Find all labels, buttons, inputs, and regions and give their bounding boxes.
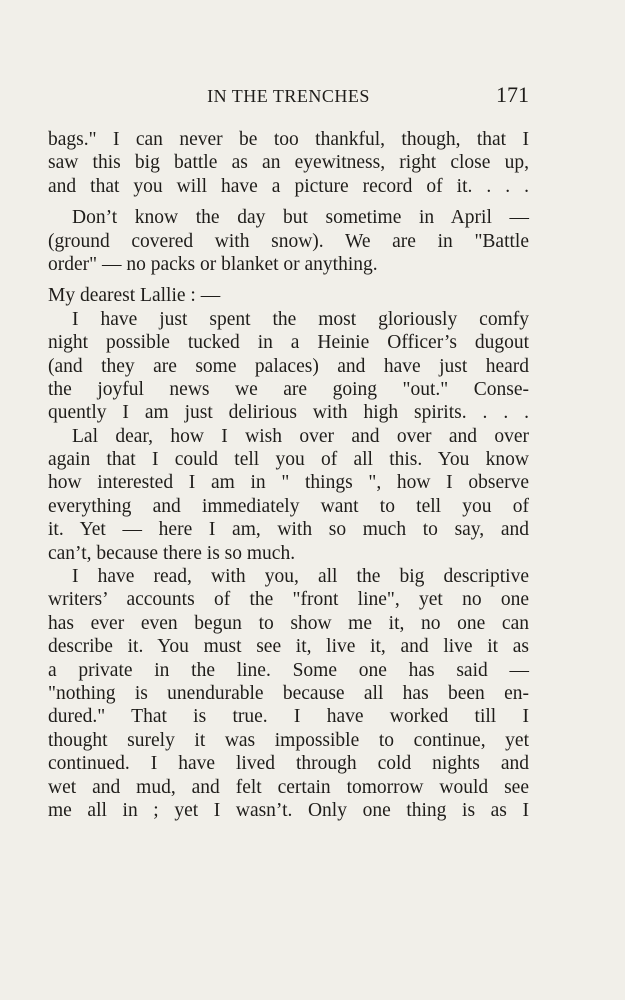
running-head: IN THE TRENCHES xyxy=(207,86,370,106)
text-line: night possible tucked in a Heinie Officer’s dugout xyxy=(48,332,529,354)
text-line: has ever even begun to show me it, no one can xyxy=(48,612,529,634)
body-text xyxy=(48,128,529,822)
text-line: the joyful news we are going "out." Conse- xyxy=(48,378,529,400)
text-line: can’t, because there is so much. xyxy=(48,542,296,564)
text-line: it. Yet — here I am, with so much to say, and xyxy=(48,519,529,541)
text-line: dured." That is true. I have worked till I xyxy=(48,706,529,728)
salutation: My dearest Lallie : — xyxy=(48,285,221,307)
text-line: everything and immediately want to tell you of xyxy=(48,495,529,517)
text-line: saw this big battle as an eyewitness, right close up, xyxy=(48,152,529,174)
text-line: a private in the line. Some one has said — xyxy=(48,659,529,681)
text-line: and that you will have a picture record of it. . . . xyxy=(48,175,529,197)
text-line: continued. I have lived through cold nights and xyxy=(48,753,529,775)
text-line: how interested I am in " things ", how I observe xyxy=(48,472,529,494)
text-line: "nothing is unendurable because all has been en- xyxy=(48,682,529,704)
text-line: bags." I can never be too thankful, though, that I xyxy=(48,129,529,150)
text-line: wet and mud, and felt certain tomorrow would see xyxy=(48,776,529,798)
text-line: Don’t know the day but sometime in April — xyxy=(72,207,529,229)
text-line: I have read, with you, all the big descriptive xyxy=(72,566,529,588)
text-line: me all in ; yet I wasn’t. Only one thing is as I xyxy=(48,799,529,821)
text-line: order" — no packs or blanket or anything. xyxy=(48,253,378,275)
text-line: Lal dear, how I wish over and over and over xyxy=(72,425,529,447)
page-number: 171 xyxy=(496,82,529,107)
text-line: quently I am just delirious with high spirits. . . . xyxy=(48,402,529,424)
text-line: thought surely it was impossible to continue, yet xyxy=(48,729,529,751)
text-line: again that I could tell you of all this. You know xyxy=(48,449,529,471)
text-line: (and they are some palaces) and have just heard xyxy=(48,355,529,377)
page-header xyxy=(48,82,529,112)
text-line: describe it. You must see it, live it, and live it as xyxy=(48,636,529,658)
text-line: I have just spent the most gloriously comfy xyxy=(72,308,529,330)
text-line: writers’ accounts of the "front line", yet no one xyxy=(48,589,529,611)
text-line: (ground covered with snow). We are in "Battle xyxy=(48,230,529,252)
